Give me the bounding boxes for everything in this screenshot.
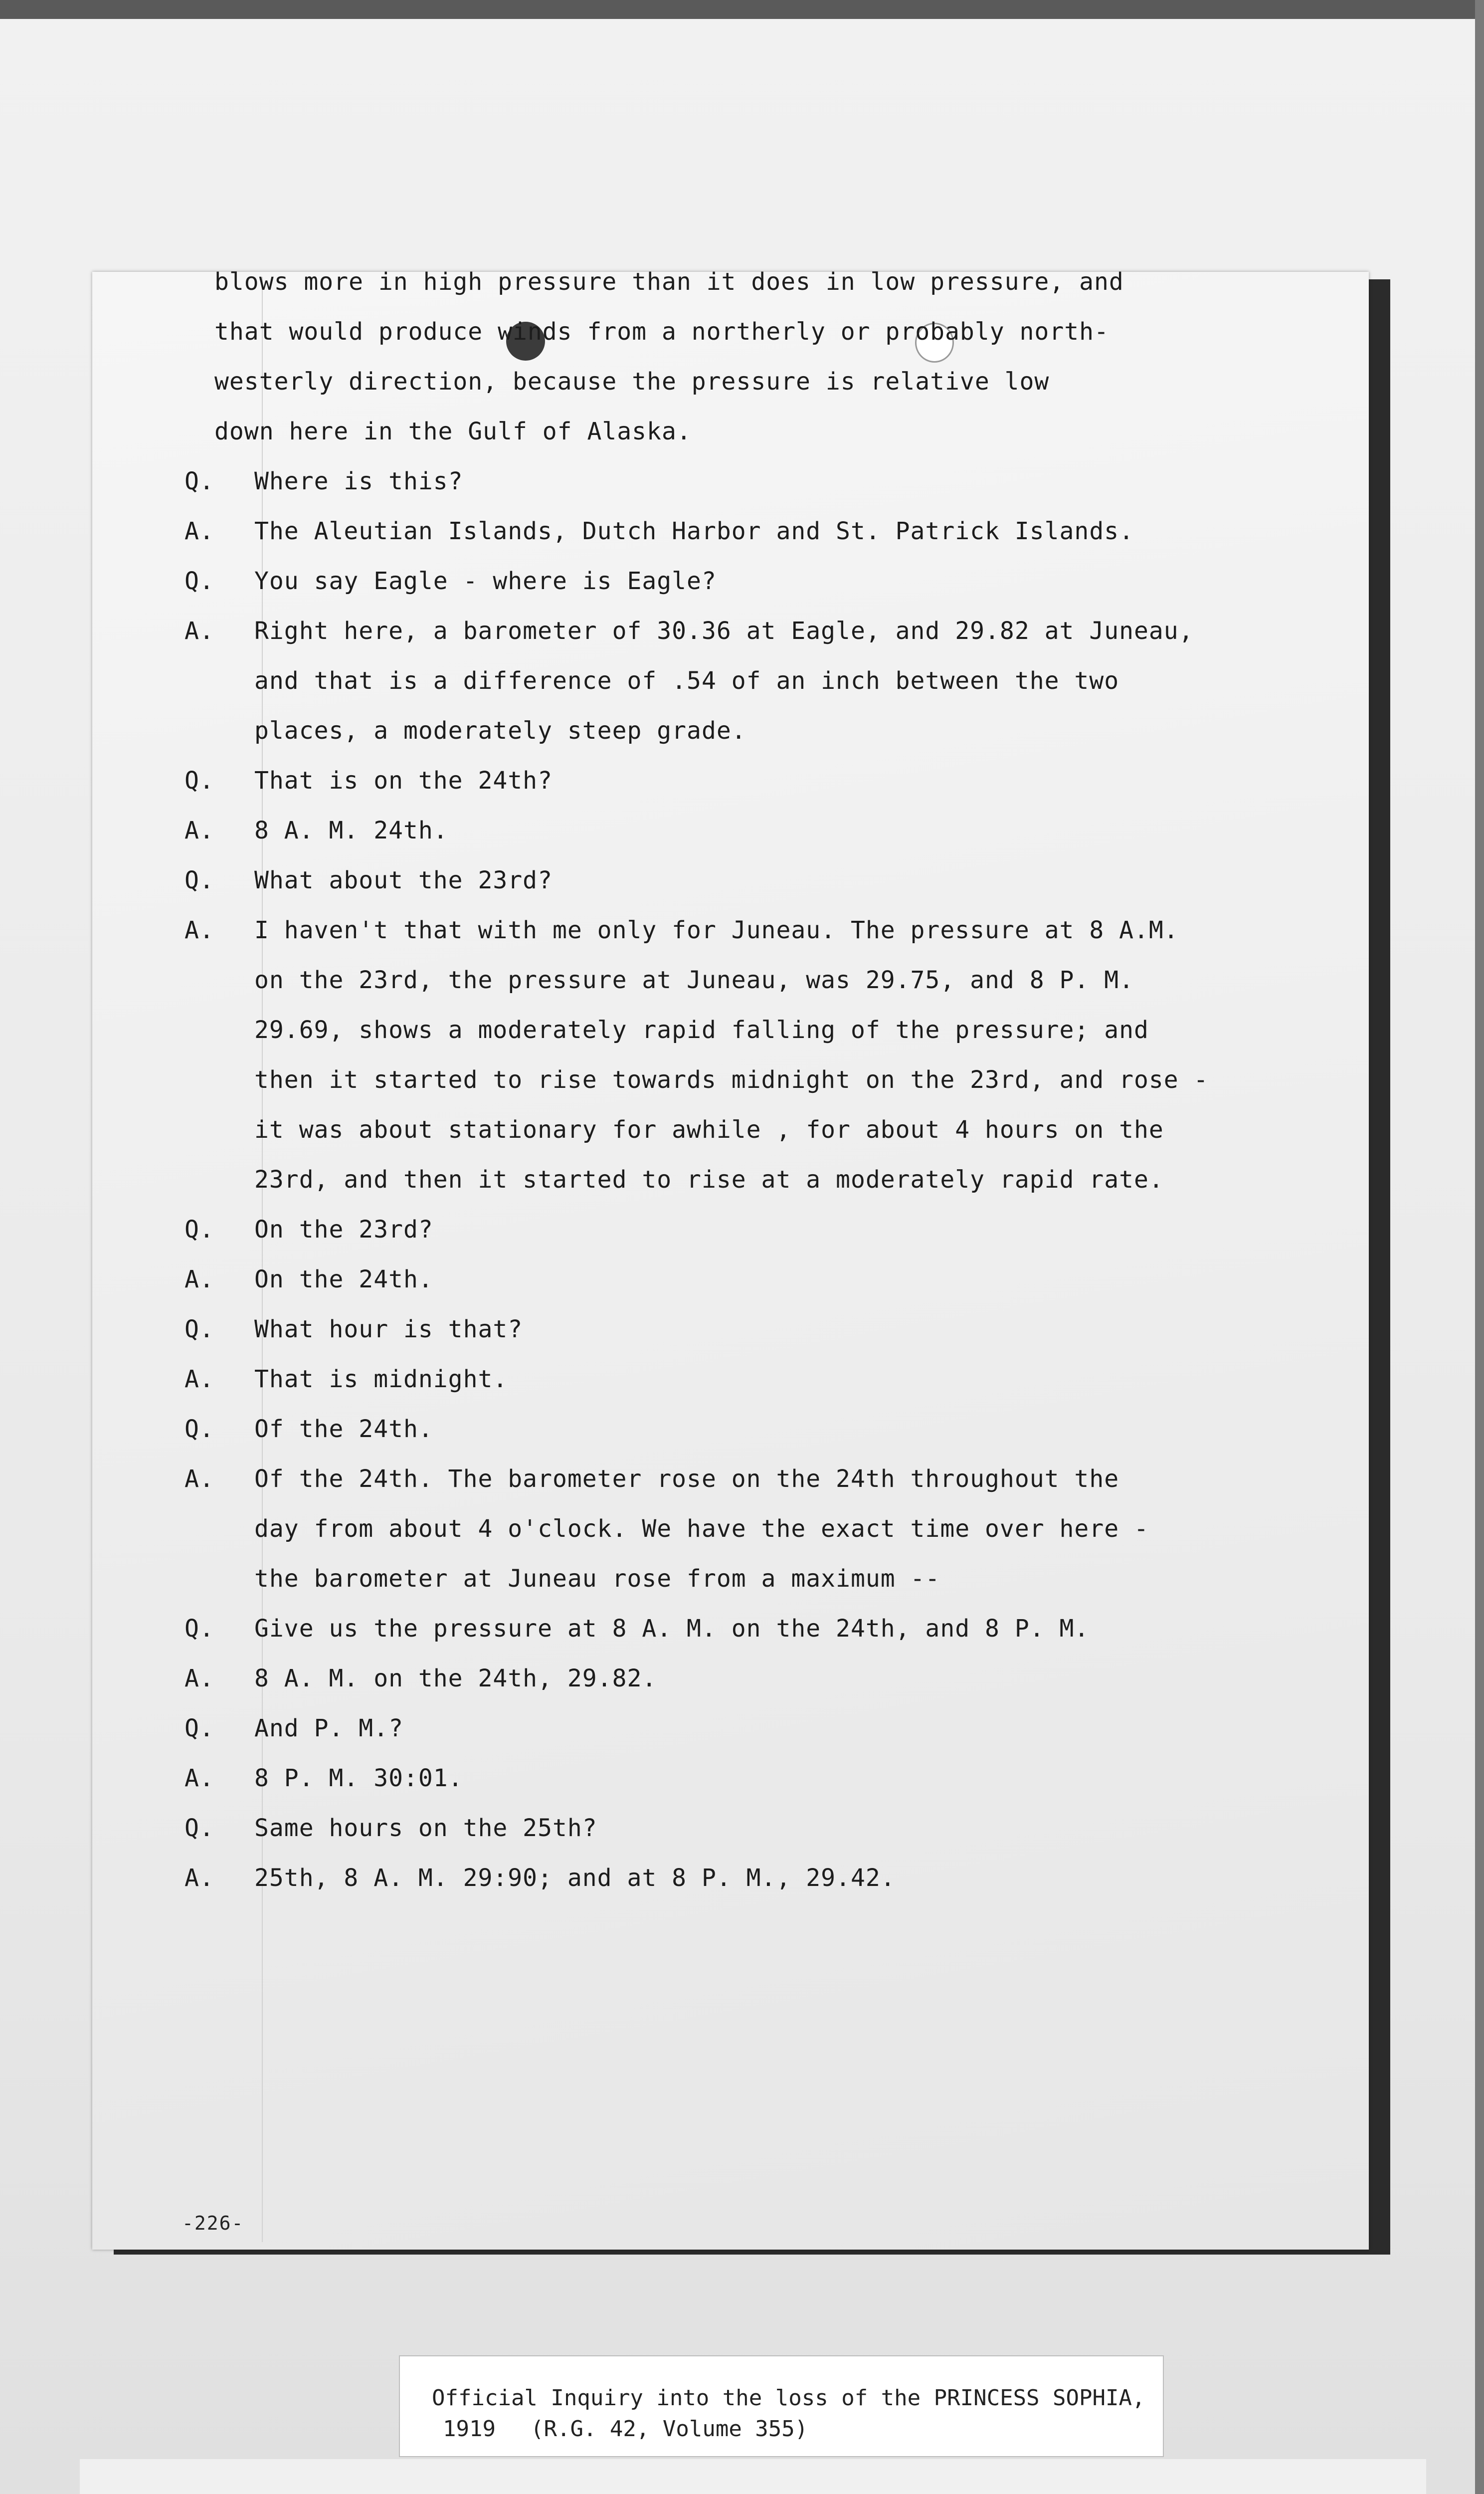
speaker-label: Q .	[185, 1703, 214, 1753]
question-entry	[185, 1604, 1257, 1654]
speaker-label: Q .	[185, 1803, 214, 1853]
answer-entry	[185, 506, 1257, 556]
transcript-line: 23rd, and then it started to rise at a moderately rapid rate.	[254, 1166, 1164, 1194]
question-entry	[185, 1404, 1257, 1454]
continuation-entry	[185, 257, 1257, 456]
transcript-line: Where is this?	[254, 467, 463, 495]
transcript-line: and that is a difference of .54 of an inch between the two	[254, 667, 1119, 695]
film-right-edge	[1475, 0, 1484, 2494]
speaker-label: Q .	[185, 855, 214, 905]
speaker-label: A .	[185, 1454, 214, 1504]
transcript-line: And P. M.?	[254, 1714, 403, 1742]
transcript-line: On the 24th.	[254, 1265, 433, 1293]
answer-entry	[185, 606, 1257, 756]
transcript-line: Same hours on the 25th?	[254, 1814, 597, 1842]
transcript-line: That is on the 24th?	[254, 767, 553, 795]
answer-entry	[185, 1654, 1257, 1703]
transcript-line: 8 P. M. 30:01.	[254, 1764, 463, 1792]
question-entry	[185, 1803, 1257, 1853]
transcript-line: 8 A. M. 24th.	[254, 817, 448, 844]
speaker-label: Q .	[185, 1604, 214, 1654]
answer-entry	[185, 1354, 1257, 1404]
caption-reference: (R.G. 42, Volume 355)	[530, 2416, 808, 2442]
transcript-line: on the 23rd, the pressure at Juneau, was 29.75, and 8 P. M.	[254, 966, 1134, 994]
speaker-label: Q .	[185, 756, 214, 806]
transcript-line: 8 A. M. on the 24th, 29.82.	[254, 1664, 657, 1692]
transcript-line: Give us the pressure at 8 A. M. on the 24th, and 8 P. M.	[254, 1615, 1090, 1643]
transcript-line: Of the 24th.	[254, 1415, 433, 1443]
answer-entry	[185, 1254, 1257, 1304]
archive-caption-label	[399, 2355, 1164, 2457]
transcript-line: What about the 23rd?	[254, 866, 553, 894]
page-number: -226-	[182, 2212, 244, 2234]
transcript-line: the barometer at Juneau rose from a maximum --	[254, 1565, 940, 1593]
transcript-line: 29.69, shows a moderately rapid falling of the pressure; and	[254, 1016, 1149, 1044]
transcript-line: That is midnight.	[254, 1365, 508, 1393]
answer-entry	[185, 1853, 1257, 1903]
question-entry	[185, 556, 1257, 606]
transcript-line: down here in the Gulf of Alaska.	[214, 417, 692, 445]
transcript-line: day from about 4 o'clock. We have the exact time over here -	[254, 1515, 1149, 1543]
question-entry	[185, 1205, 1257, 1254]
speaker-label: Q .	[185, 1304, 214, 1354]
transcript-body	[185, 257, 1257, 1903]
speaker-label: A .	[185, 806, 214, 855]
speaker-label: A .	[185, 1254, 214, 1304]
speaker-label: Q .	[185, 456, 214, 506]
transcript-line: it was about stationary for awhile , for about 4 hours on the	[254, 1116, 1164, 1144]
question-entry	[185, 1304, 1257, 1354]
film-top-edge	[0, 0, 1484, 19]
answer-entry	[185, 905, 1257, 1205]
speaker-label: Q .	[185, 1404, 214, 1454]
answer-entry	[185, 1454, 1257, 1604]
transcript-line: then it started to rise towards midnight on the 23rd, and rose -	[254, 1066, 1209, 1094]
transcript-line: places, a moderately steep grade.	[254, 717, 746, 745]
transcript-line: blows more in high pressure than it does in low pressure, and	[214, 268, 1124, 296]
transcript-line: Right here, a barometer of 30.36 at Eagle, and 29.82 at Juneau,	[254, 617, 1194, 645]
question-entry	[185, 855, 1257, 905]
transcript-line: What hour is that?	[254, 1315, 523, 1343]
transcript-line: westerly direction, because the pressure is relative low	[214, 368, 1050, 396]
caption-title: Official Inquiry into the loss of the PRINCESS SOPHIA,	[432, 2385, 1145, 2411]
speaker-label: A .	[185, 1753, 214, 1803]
speaker-label: Q .	[185, 1205, 214, 1254]
archives-stamp	[80, 2459, 1426, 2494]
answer-entry	[185, 806, 1257, 855]
speaker-label: A .	[185, 1853, 214, 1903]
transcript-line: You say Eagle - where is Eagle?	[254, 567, 717, 595]
caption-year: 1919	[443, 2416, 496, 2442]
speaker-label: A .	[185, 1354, 214, 1404]
speaker-label: Q .	[185, 556, 214, 606]
transcript-line: I haven't that with me only for Juneau. The pressure at 8 A.M.	[254, 916, 1179, 944]
transcript-line: On the 23rd?	[254, 1216, 433, 1244]
speaker-label: A .	[185, 506, 214, 556]
transcript-line: 25th, 8 A. M. 29:90; and at 8 P. M., 29.42.	[254, 1864, 896, 1892]
question-entry	[185, 456, 1257, 506]
speaker-label: A .	[185, 606, 214, 656]
transcript-line: that would produce winds from a northerly or probably north-	[214, 318, 1109, 346]
answer-entry	[185, 1753, 1257, 1803]
caption-details	[443, 2416, 808, 2442]
speaker-label: A .	[185, 1654, 214, 1703]
transcript-line: Of the 24th. The barometer rose on the 24th throughout the	[254, 1465, 1119, 1493]
transcript-line: The Aleutian Islands, Dutch Harbor and St. Patrick Islands.	[254, 517, 1134, 545]
question-entry	[185, 1703, 1257, 1753]
question-entry	[185, 756, 1257, 806]
speaker-label: A .	[185, 905, 214, 955]
